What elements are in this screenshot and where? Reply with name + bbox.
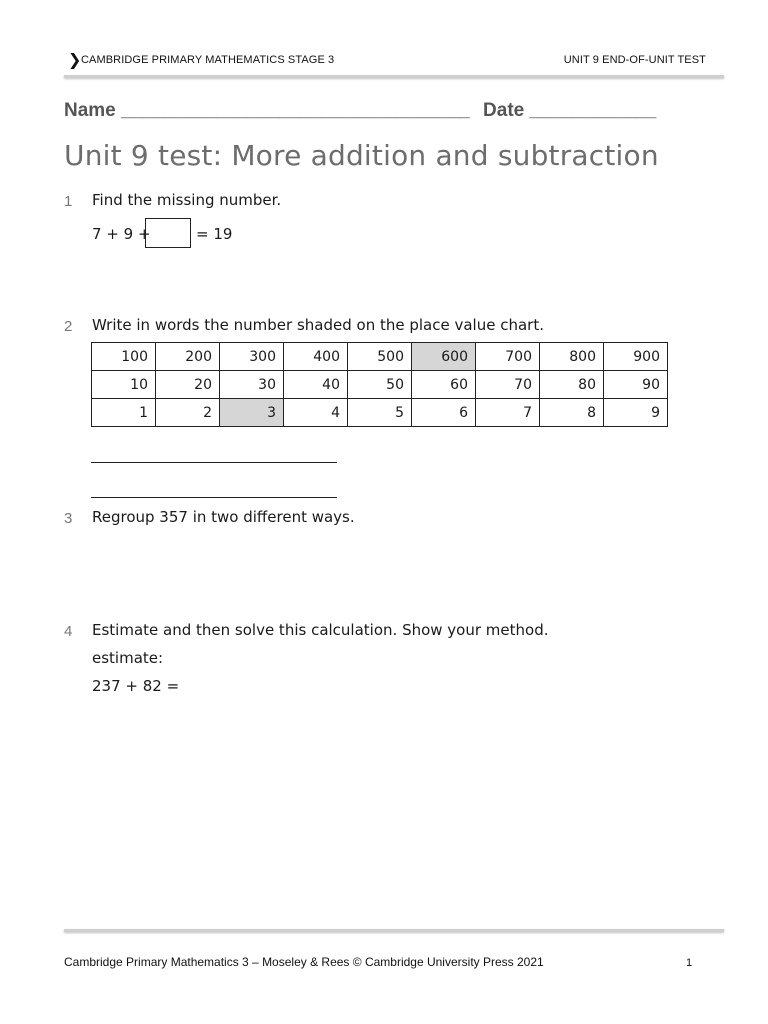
pv-cell-shaded: 600 <box>412 343 476 371</box>
page-number: 1 <box>686 957 693 969</box>
pv-cell: 1 <box>92 399 156 427</box>
ones-row <box>92 399 668 427</box>
question-1-text: Find the missing number. <box>92 191 282 209</box>
pv-cell: 700 <box>476 343 540 371</box>
question-1-equation-right: = 19 <box>196 225 233 243</box>
footer-credit: Cambridge Primary Mathematics 3 – Moseley & Rees © Cambridge University Press 2021 <box>64 955 544 969</box>
pv-cell: 200 <box>156 343 220 371</box>
footer-rule <box>64 929 724 932</box>
chevron-right-icon: ❯ <box>68 52 82 69</box>
tens-row <box>92 371 668 399</box>
pv-cell: 100 <box>92 343 156 371</box>
pv-cell: 400 <box>284 343 348 371</box>
name-label: Name <box>64 100 116 121</box>
question-1-equation-left: 7 + 9 + <box>92 225 151 243</box>
date-field[interactable]: ____________ <box>529 100 657 121</box>
pv-cell: 20 <box>156 371 220 399</box>
name-field[interactable]: _________________________________ <box>121 100 470 121</box>
pv-cell: 2 <box>156 399 220 427</box>
answer-line-1[interactable] <box>91 462 337 463</box>
running-header-left <box>68 52 335 69</box>
pv-cell: 9 <box>604 399 668 427</box>
pv-cell: 60 <box>412 371 476 399</box>
pv-cell: 900 <box>604 343 668 371</box>
header-left-text: CAMBRIDGE PRIMARY MATHEMATICS STAGE 3 <box>81 54 335 66</box>
missing-number-box[interactable] <box>145 218 191 248</box>
calculation-text: 237 + 82 = <box>92 677 180 695</box>
pv-cell: 8 <box>540 399 604 427</box>
pv-cell: 80 <box>540 371 604 399</box>
question-3-text: Regroup 357 in two different ways. <box>92 508 355 526</box>
hundreds-row <box>92 343 668 371</box>
question-3-number: 3 <box>64 510 73 527</box>
place-value-chart <box>91 342 668 427</box>
estimate-label: estimate: <box>92 649 164 667</box>
question-4-text: Estimate and then solve this calculation. Show your method. <box>92 621 549 639</box>
question-2-text: Write in words the number shaded on the place value chart. <box>92 316 544 334</box>
header-right-text: UNIT 9 END-OF-UNIT TEST <box>563 54 706 66</box>
pv-cell: 90 <box>604 371 668 399</box>
pv-cell: 7 <box>476 399 540 427</box>
pv-cell: 50 <box>348 371 412 399</box>
page-title: Unit 9 test: More addition and subtraction <box>64 139 659 172</box>
pv-cell: 500 <box>348 343 412 371</box>
pv-cell: 800 <box>540 343 604 371</box>
pv-cell: 6 <box>412 399 476 427</box>
question-2-number: 2 <box>64 318 73 335</box>
pv-cell: 30 <box>220 371 284 399</box>
pv-cell: 4 <box>284 399 348 427</box>
pv-cell: 70 <box>476 371 540 399</box>
pv-cell: 300 <box>220 343 284 371</box>
pv-cell-shaded: 3 <box>220 399 284 427</box>
question-4-number: 4 <box>64 623 73 640</box>
answer-line-2[interactable] <box>91 497 337 498</box>
name-date-line <box>64 100 656 122</box>
header-rule <box>64 75 724 78</box>
pv-cell: 10 <box>92 371 156 399</box>
pv-cell: 40 <box>284 371 348 399</box>
question-1-number: 1 <box>64 193 73 210</box>
pv-cell: 5 <box>348 399 412 427</box>
date-label: Date <box>483 100 525 121</box>
